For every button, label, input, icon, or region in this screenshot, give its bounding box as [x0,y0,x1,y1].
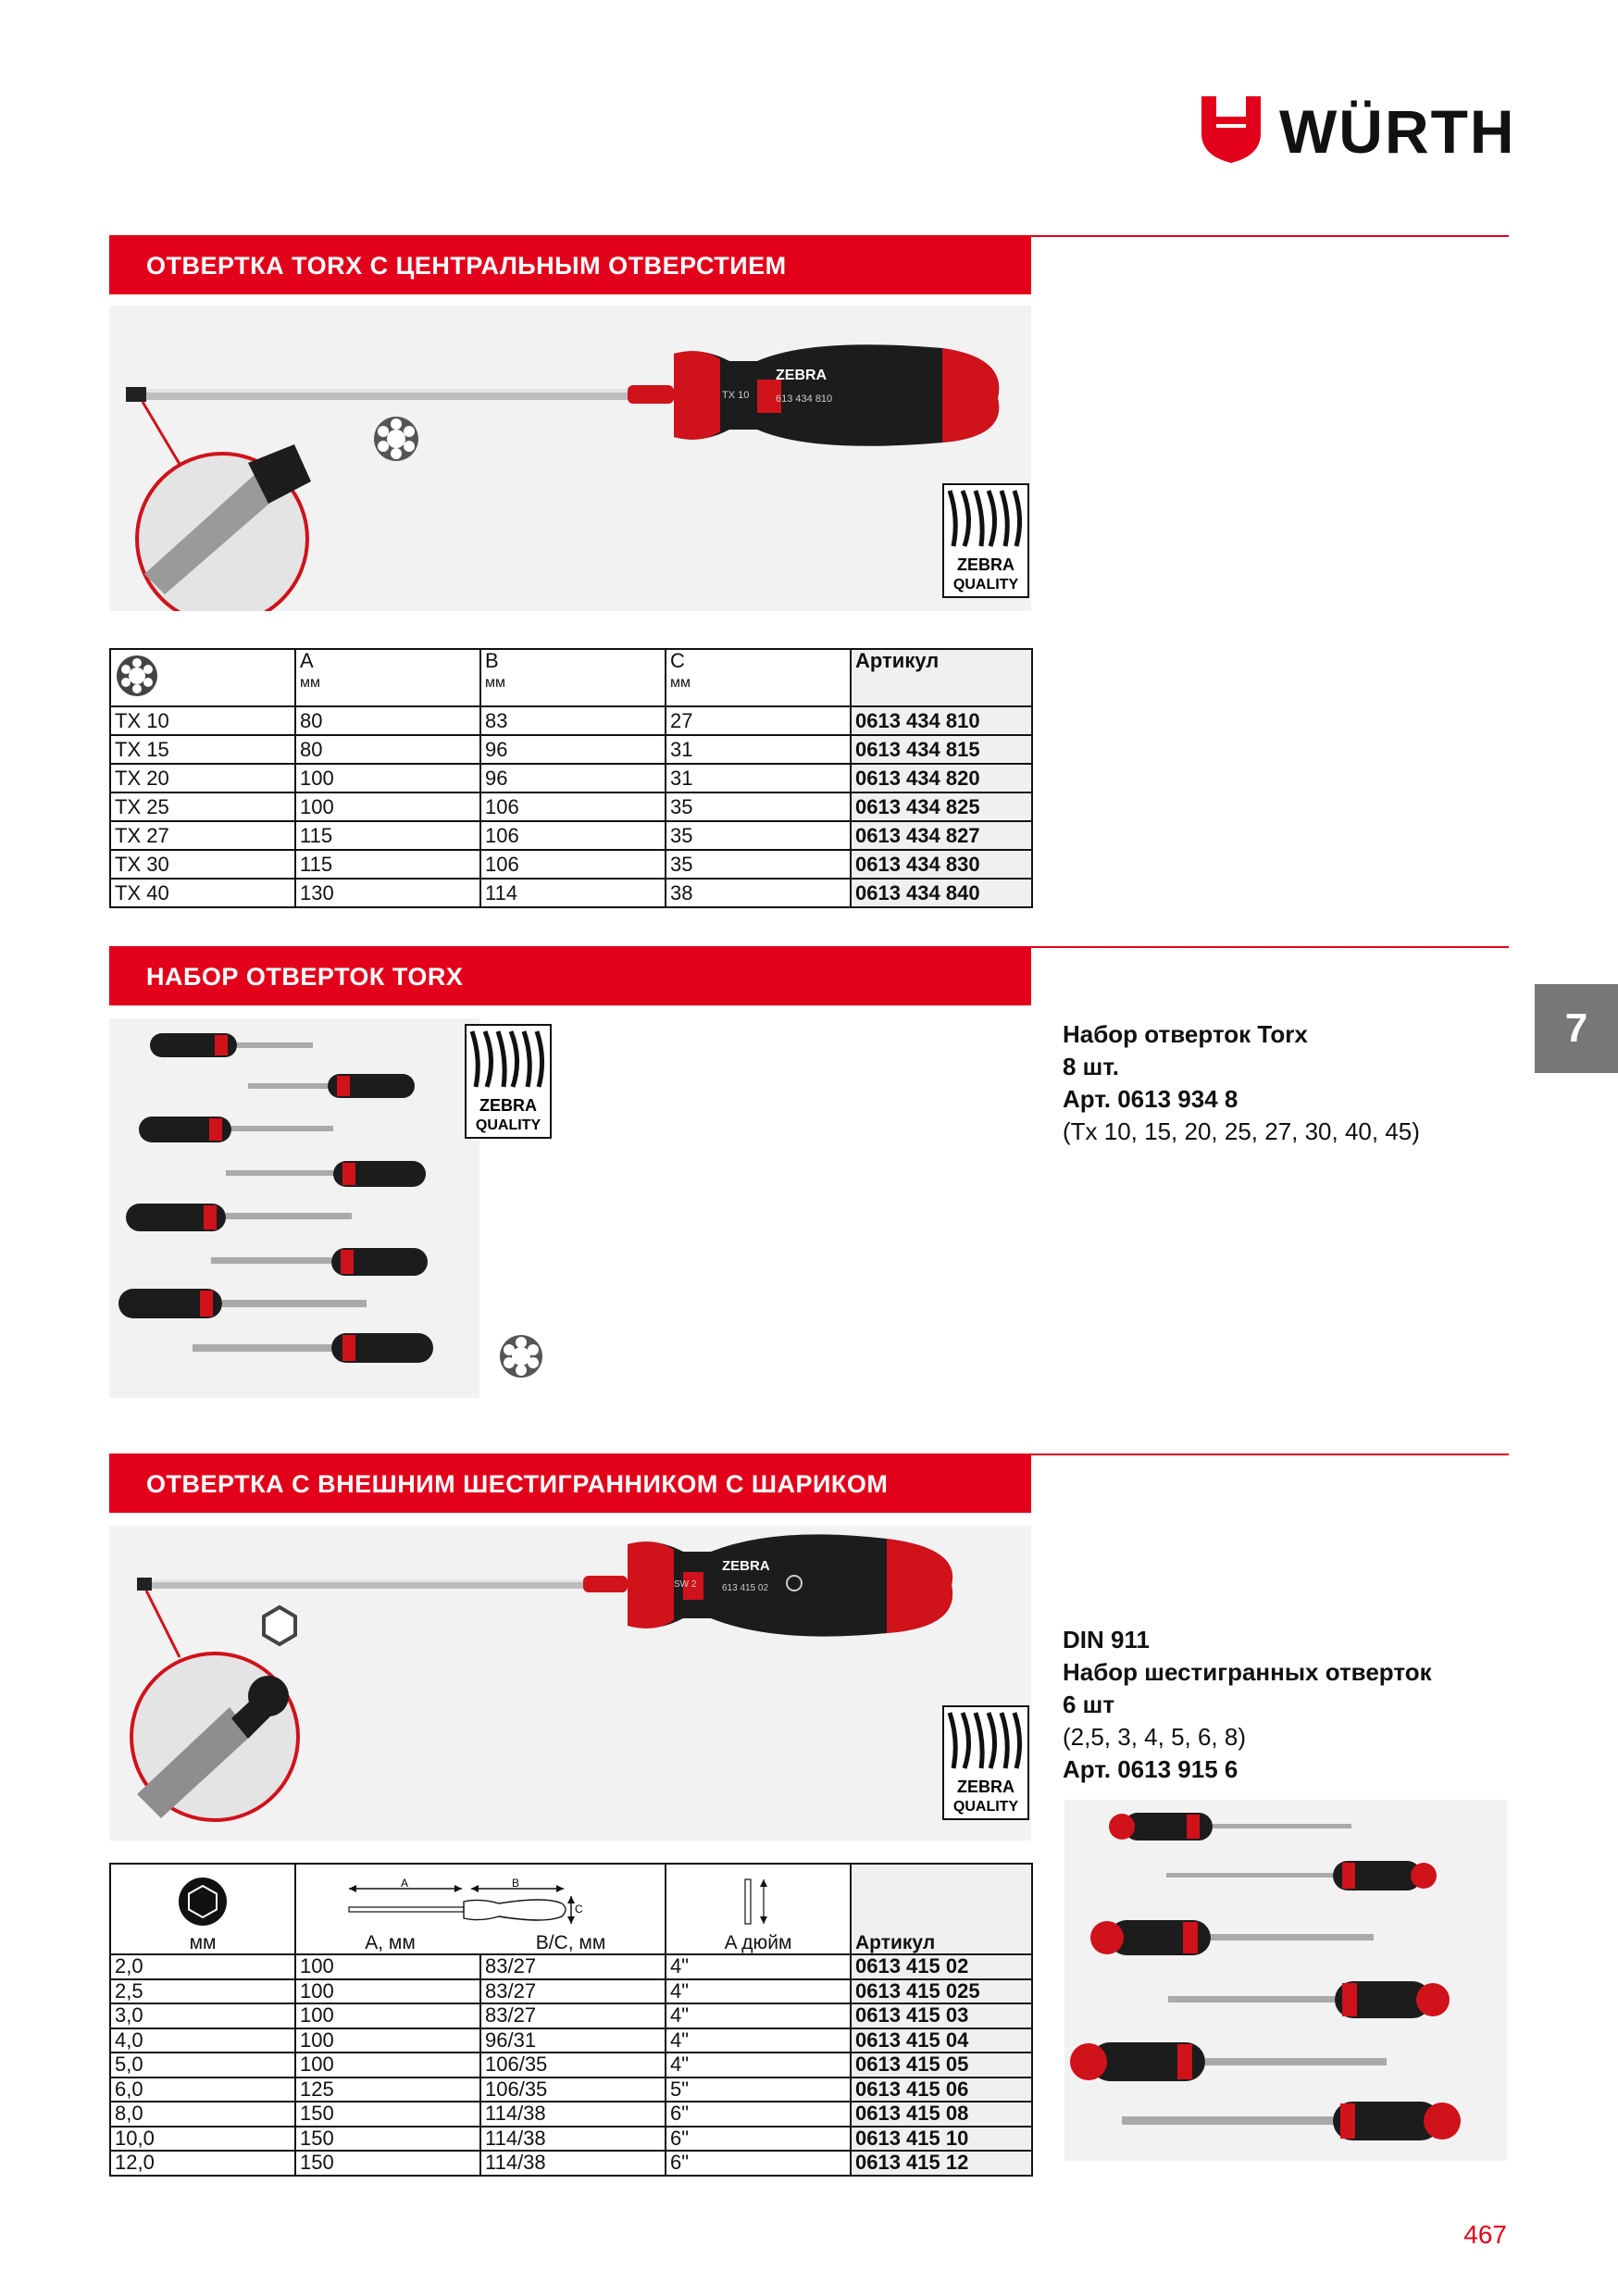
cell-article: 0613 415 02 [851,1954,1032,1979]
handle-article-text: 613 434 810 [776,393,833,405]
cell-bc: 114/38 [480,2127,666,2152]
cell-b: 83 [480,706,666,735]
cell-a: 100 [295,764,480,792]
table-row [110,1954,1032,1979]
header-torx-icon-cell [110,649,295,706]
table-row [110,850,1032,879]
cell-a: 125 [295,2078,480,2103]
hex-set-info [1063,1624,1516,1786]
zebra-badge-line1: ZEBRA [957,555,1014,574]
cell-bc: 83/27 [480,2003,666,2028]
table-row [110,821,1032,850]
table-row [110,2102,1032,2127]
cell-c: 31 [666,764,851,792]
wurth-logo-text: WÜRTH [1279,97,1516,166]
cell-size: TX 10 [110,706,295,735]
header-a: A мм [295,649,480,706]
zebra-badge-line1: ZEBRA [957,1778,1014,1796]
table-row [110,879,1032,907]
cell-bc: 114/38 [480,2151,666,2176]
table-row [110,706,1032,735]
torx-set-article: Арт. 0613 934 8 [1063,1085,1238,1113]
cell-article: 0613 434 815 [851,735,1032,764]
hex-set-sizes: (2,5, 3, 4, 5, 6, 8) [1063,1723,1246,1751]
zebra-badge-line2: QUALITY [952,1799,1019,1815]
cell-article: 0613 434 820 [851,764,1032,792]
cell-article: 0613 415 04 [851,2028,1032,2053]
table-row [110,2053,1032,2078]
hex-set-name: Набор шестигранных отверток [1063,1658,1432,1686]
table-header-row [110,649,1032,706]
torx-set-qty: 8 шт. [1063,1053,1120,1080]
zebra-badge-line2: QUALITY [952,577,1019,593]
diagram-label-b: B [512,1877,520,1890]
table-row [110,792,1032,821]
header-article: Артикул [851,649,1032,706]
torx-set-image [109,1018,479,1398]
cell-article: 0613 415 12 [851,2151,1032,2176]
cell-article: 0613 415 10 [851,2127,1032,2152]
cell-a: 100 [295,792,480,821]
zebra-quality-badge-2 [465,1024,552,1139]
cell-size: TX 25 [110,792,295,821]
torx-icon [115,654,159,698]
wurth-logo-mark [1201,96,1261,163]
hex-set-standard: DIN 911 [1063,1626,1150,1653]
cell-inch: 4" [666,2003,851,2028]
torx-set-name: Набор отверток Torx [1063,1020,1308,1048]
cell-a: 100 [295,2053,480,2078]
section-2-title: НАБОР ОТВЕРТОК TORX [109,948,1031,1005]
cell-inch: 5" [666,2078,851,2103]
handle-article-text-2: 613 415 02 [722,1583,769,1593]
cell-c: 35 [666,850,851,879]
diagram-label-c: C [575,1903,583,1915]
cell-b: 106 [480,821,666,850]
header-article: Артикул [851,1864,1032,1954]
cell-size: 10,0 [110,2127,295,2152]
cell-c: 35 [666,821,851,850]
section-1-title: ОТВЕРТКА TORX С ЦЕНТРАЛЬНЫМ ОТВЕРСТИЕМ [109,237,1031,294]
hex-ball-screwdriver-image [109,1526,1031,1841]
table-row [110,2078,1032,2103]
zebra-quality-badge-1 [942,483,1029,598]
cell-size: 6,0 [110,2078,295,2103]
header-b: B мм [480,649,666,706]
torx-screwdriver-image [109,306,1031,611]
hex-icon [177,1876,229,1928]
torx-spec-table [109,648,1033,908]
cell-a: 100 [295,2028,480,2053]
zebra-badge-line2: QUALITY [475,1117,541,1133]
cell-inch: 6" [666,2127,851,2152]
handle-brand-text: ZEBRA [776,368,828,383]
diagram-label-a: A [401,1877,409,1890]
cell-a: 150 [295,2127,480,2152]
cell-a: 150 [295,2151,480,2176]
cell-a: 100 [295,1979,480,2004]
page-number: 467 [1463,2220,1507,2249]
cell-bc: 96/31 [480,2028,666,2053]
torx-symbol-icon-2 [498,1333,544,1379]
cell-a: 80 [295,735,480,764]
cell-bc: 106/35 [480,2053,666,2078]
cell-c: 38 [666,879,851,907]
cell-size: 3,0 [110,2003,295,2028]
cell-a: 115 [295,821,480,850]
cell-bc: 83/27 [480,1979,666,2004]
blade-length-icon [740,1876,777,1928]
header-c: C мм [666,649,851,706]
cell-a: 115 [295,850,480,879]
cell-bc: 83/27 [480,1954,666,1979]
cell-article: 0613 415 06 [851,2078,1032,2103]
header-bc-mm: B/C, мм [535,1932,606,1953]
cell-size: TX 30 [110,850,295,879]
screwdriver-diagram-icon [342,1876,619,1928]
cell-bc: 106/35 [480,2078,666,2103]
cell-article: 0613 415 05 [851,2053,1032,2078]
table-row [110,2151,1032,2176]
cell-article: 0613 415 03 [851,2003,1032,2028]
torx-set-info [1063,1018,1507,1148]
section-3-title: ОТВЕРТКА С ВНЕШНИМ ШЕСТИГРАННИКОМ С ШАРИКОМ [109,1455,1031,1513]
torx-set-sizes: (Tx 10, 15, 20, 25, 27, 30, 40, 45) [1063,1117,1420,1145]
cell-inch: 4" [666,2053,851,2078]
handle-size-text-2: SW 2 [674,1579,697,1590]
zebra-quality-badge-3 [942,1705,1029,1820]
cell-a: 80 [295,706,480,735]
cell-b: 114 [480,879,666,907]
cell-article: 0613 434 825 [851,792,1032,821]
cell-size: TX 15 [110,735,295,764]
table-row [110,2028,1032,2053]
cell-bc: 114/38 [480,2102,666,2127]
cell-b: 106 [480,792,666,821]
cell-a: 100 [295,1954,480,1979]
cell-size: 2,5 [110,1979,295,2004]
cell-article: 0613 415 025 [851,1979,1032,2004]
cell-a: 100 [295,2003,480,2028]
cell-article: 0613 434 830 [851,850,1032,879]
cell-inch: 4" [666,1954,851,1979]
cell-size: TX 40 [110,879,295,907]
cell-inch: 4" [666,2028,851,2053]
cell-size: 8,0 [110,2102,295,2127]
table-header-row [110,1864,1032,1954]
cell-a: 150 [295,2102,480,2127]
cell-article: 0613 434 840 [851,879,1032,907]
zebra-badge-line1: ZEBRA [479,1096,537,1115]
cell-b: 96 [480,735,666,764]
cell-c: 27 [666,706,851,735]
cell-size: 5,0 [110,2053,295,2078]
table-row [110,2003,1032,2028]
table-row [110,764,1032,792]
hex-set-image [1064,1800,1507,2161]
cell-c: 35 [666,792,851,821]
table-row [110,735,1032,764]
cell-inch: 6" [666,2151,851,2176]
hex-set-qty: 6 шт [1063,1691,1115,1718]
cell-size: 4,0 [110,2028,295,2053]
header-a-mm: A, мм [365,1932,416,1953]
hex-set-article: Арт. 0613 915 6 [1063,1755,1238,1783]
cell-inch: 6" [666,2102,851,2127]
torx-symbol-icon [374,417,418,461]
hex-symbol-icon [264,1607,295,1644]
cell-c: 31 [666,735,851,764]
cell-article: 0613 434 810 [851,706,1032,735]
cell-size: TX 27 [110,821,295,850]
cell-b: 96 [480,764,666,792]
hex-spec-table [109,1863,1033,2177]
table-row [110,2127,1032,2152]
table-row [110,1979,1032,2004]
cell-size: 12,0 [110,2151,295,2176]
handle-size-text: TX 10 [722,390,750,401]
cell-a: 130 [295,879,480,907]
header-a-inch: A дюйм [666,1864,851,1954]
header-dimensions [295,1864,666,1954]
cell-inch: 4" [666,1979,851,2004]
cell-article: 0613 434 827 [851,821,1032,850]
handle-brand-text-2: ZEBRA [722,1558,770,1574]
cell-size: TX 20 [110,764,295,792]
header-hex-size: мм [110,1864,295,1954]
chapter-tab: 7 [1535,984,1618,1073]
cell-b: 106 [480,850,666,879]
cell-size: 2,0 [110,1954,295,1979]
cell-article: 0613 415 08 [851,2102,1032,2127]
